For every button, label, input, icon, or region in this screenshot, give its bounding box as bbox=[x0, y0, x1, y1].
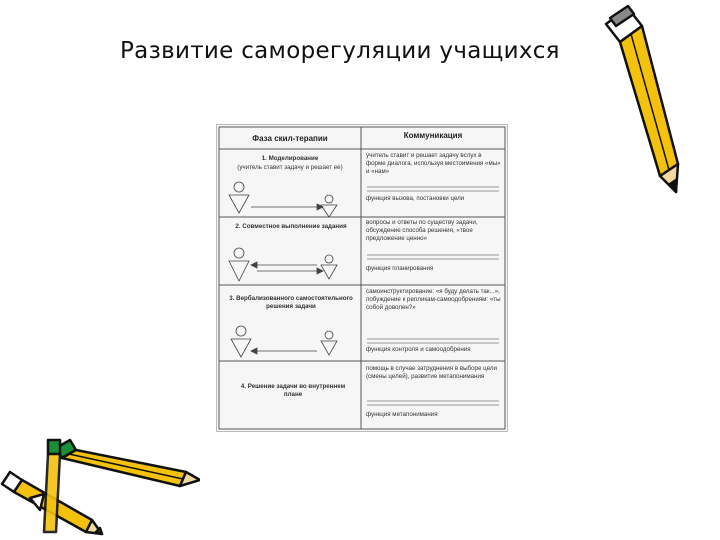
crossed-pencils-icon bbox=[0, 436, 200, 536]
phase-title-1: 1. Моделирование bbox=[261, 155, 319, 162]
slide-title: Развитие саморегуляции учащихся bbox=[120, 38, 560, 64]
func-text-3: функция контроля и самоодобрения bbox=[366, 346, 471, 353]
func-text-1: функция вызова, постановки цели bbox=[366, 195, 465, 202]
phase-sub-1: (учитель ставит задачу и решает ее) bbox=[237, 164, 343, 171]
func-text-4: функция метапонимания bbox=[366, 411, 438, 418]
comm-text-4: помощь в случае затруднения в выборе цели (смены целей), развитие метапонимания bbox=[366, 365, 497, 380]
comm-text-3: самоинструктирование: «я буду делать так...», побуждение к репликам-самоодобрениям: «ты собой доволен?» bbox=[366, 288, 501, 311]
phase-title-2: 2. Совместное выполнение задания bbox=[235, 223, 347, 230]
pencil-icon bbox=[598, 4, 682, 196]
comm-text-1: учитель ставит и решает задачу вслух в форме диалога, используя местоимения «мы» и «нам» bbox=[366, 152, 501, 175]
scanned-table bbox=[216, 124, 508, 432]
func-text-2: функция планирования bbox=[366, 265, 434, 272]
phase-title-3: 3. Вербализованного самостоятельного решения задачи bbox=[229, 295, 353, 310]
comm-text-2: вопросы и ответы по существу задачи, обсуждение способа решения, «твое предложение ценно» bbox=[366, 219, 478, 242]
header-left: Фаза скил-терапии bbox=[252, 134, 328, 143]
phase-title-4: 4. Решение задачи во внутреннем плане bbox=[240, 383, 346, 398]
header-right: Коммуникация bbox=[403, 131, 463, 140]
